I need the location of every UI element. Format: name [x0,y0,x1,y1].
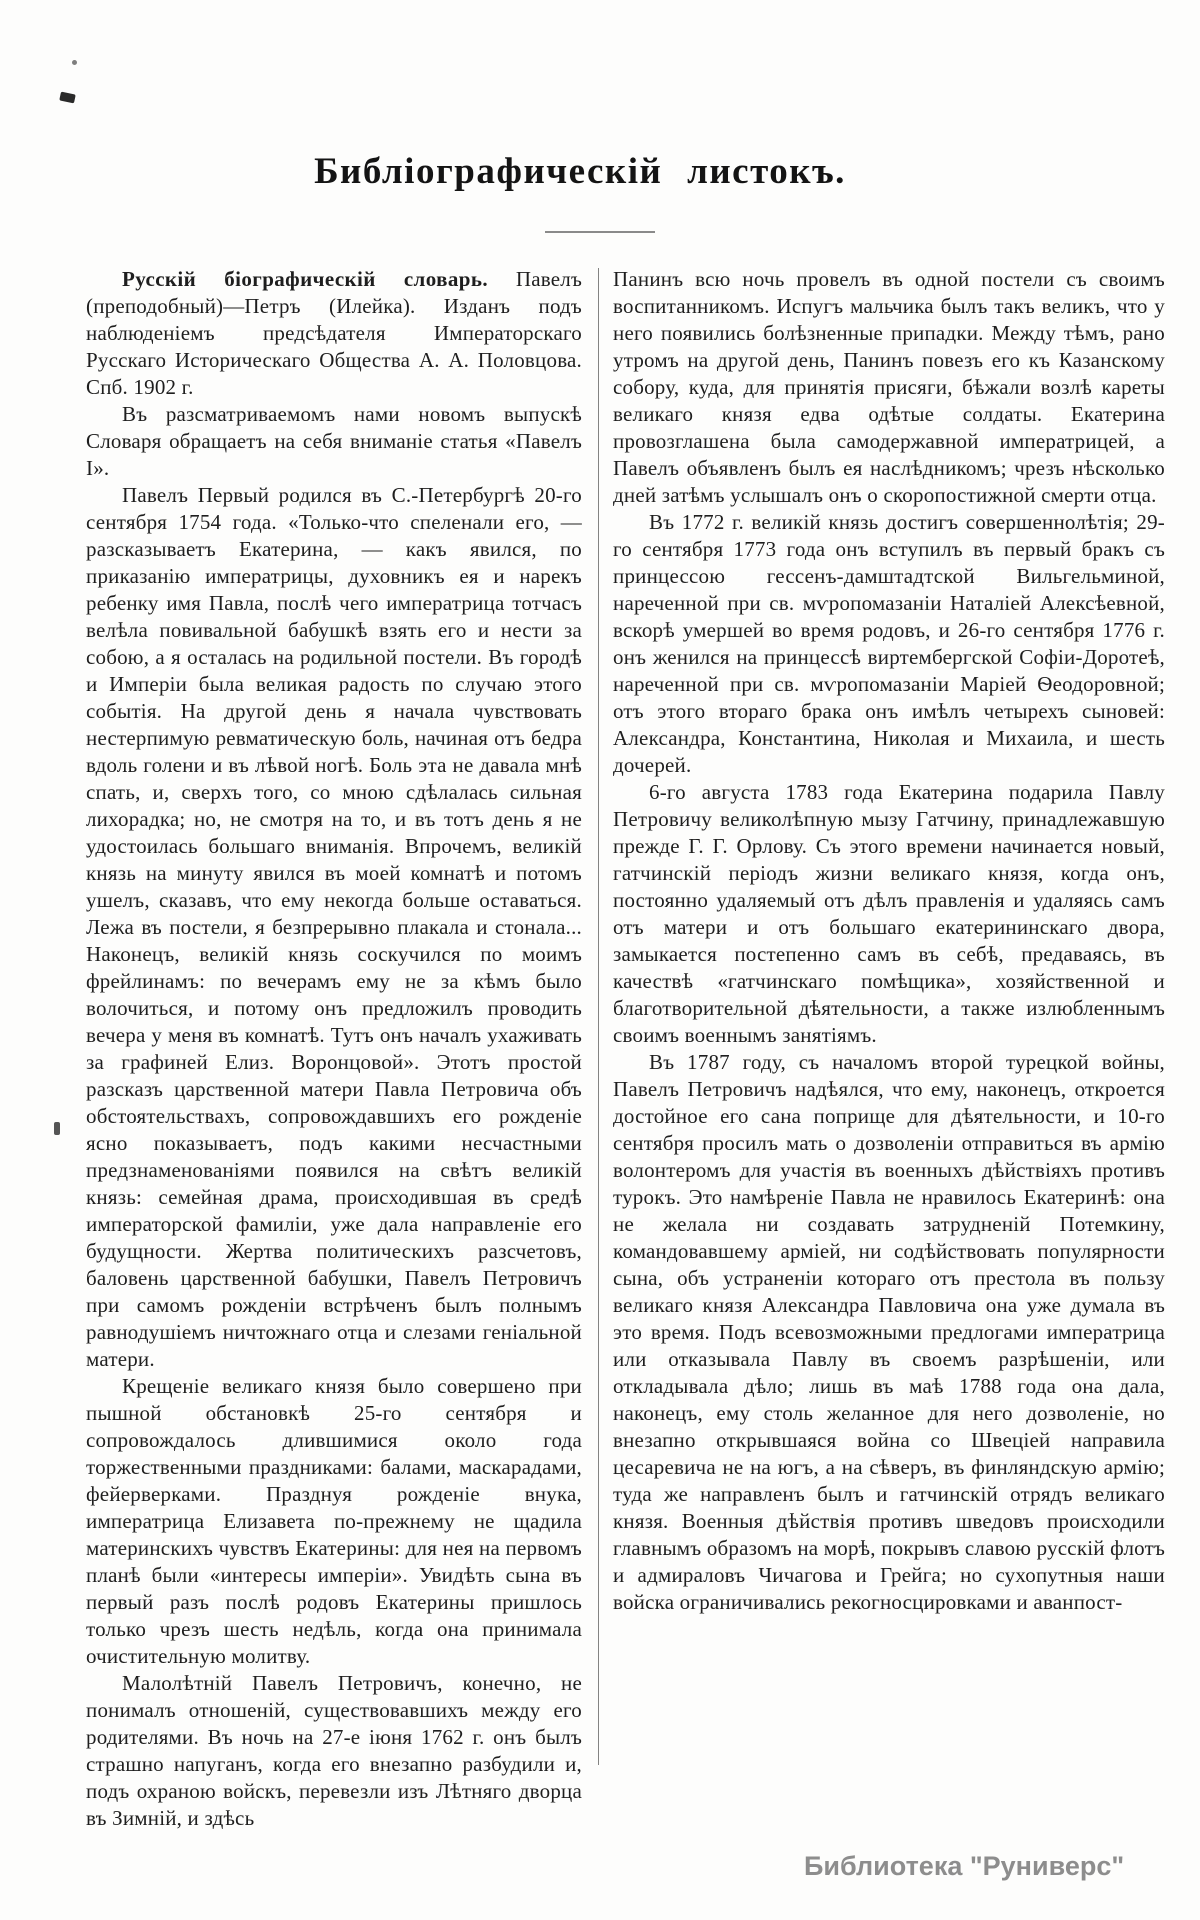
book-title: Русскій біографическій словарь. [122,267,488,291]
scan-artifact-icon [54,1122,60,1135]
lead-paragraph-text: Павелъ (преподобный)—Петръ (Илейка). Изданъ подъ наблюденіемъ предсѣдателя Императорскаго Русскаго Историческаго Общества А. А. Половцова. Спб. 1902 г. [86,267,582,399]
left-column-paragraphs [86,401,582,1832]
paragraph: Малолѣтній Павелъ Петровичъ, конечно, не понималъ отношеній, существовавшихъ между его родителями. Въ ночь на 27-е іюня 1762 г. онъ былъ страшно напуганъ, когда его внезапно разбудили и, подъ охраною войскъ, перевезли изъ Лѣтняго дворца въ Зимній, и здѣсь [86,1671,582,1830]
paragraph: Въ 1772 г. великій князь достигъ совершеннолѣтія; 29-го сентября 1773 года онъ вступилъ въ первый бракъ съ принцессою гессенъ-дамштадтской Вильгельминой, нареченной при св. мѵропомазаніи Наталіей Алексѣевной, вскорѣ умершей во время родовъ, и 26-го сентября 1776 г. онъ женился на принцессѣ виртембергской Софіи-Доротеѣ, нареченной при св. мѵропомазаніи Маріей Ѳеодоровной; отъ этого втораго брака онъ имѣлъ четырехъ сыновей: Александра, Константина, Николая и Михаила, и шесть дочерей. [613,510,1165,777]
page-title: Библіографическій листокъ. [314,151,846,192]
right-column-paragraphs [613,266,1165,1616]
paragraph: 6-го августа 1783 года Екатерина подарила Павлу Петровичу великолѣпную мызу Гатчину, принадлежавшую прежде Г. Г. Орлову. Съ этого времени начинается новый, гатчинскій періодъ жизни великаго князя, когда онъ, постоянно удаляемый отъ дѣлъ правленія и удаляясь самъ отъ матери и отъ большаго екатерининскаго двора, замыкается постепенно самъ въ себѣ, предаваясь, въ качествѣ «гатчинскаго помѣщика», хозяйственной и благотворительной дѣятельности, а также излюбленнымъ своимъ военнымъ занятіямъ. [613,780,1165,1047]
lead-paragraph [86,266,582,401]
paragraph: Панинъ всю ночь провелъ въ одной постели съ своимъ воспитанникомъ. Испугъ мальчика былъ такъ великъ, что у него появились болѣзненные припадки. Между тѣмъ, рано утромъ на другой день, Панинъ повезъ его къ Казанскому собору, куда, для принятія присяги, бѣжали возлѣ кареты великаго князя едва одѣтые солдаты. Екатерина провозглашена была самодержавной императрицей, а Павелъ объявленъ былъ ея наслѣдникомъ; чрезъ нѣсколько дней затѣмъ услышалъ онъ о скоропостижной смерти отца. [613,267,1165,507]
column-divider [598,268,599,1765]
right-column [613,266,1165,1616]
title-divider-rule [545,231,655,233]
scan-artifact-icon [72,60,77,65]
library-watermark: Библиотека "Руниверс" [804,1851,1125,1881]
paragraph: Въ разсматриваемомъ нами новомъ выпускѣ Словаря обращаетъ на себя вниманіе статья «Павелъ I». [86,402,582,480]
paragraph: Павелъ Первый родился въ С.-Петербургѣ 20-го сентября 1754 года. «Только-что спеленали его, — разсказываетъ Екатерина, — какъ явился, по приказанію императрицы, духовникъ ея и нарекъ ребенку имя Павла, послѣ чего императрица тотчасъ велѣла повивальной бабушкѣ взять его и нести за собою, а я осталась на родильной постели. Въ городѣ и Имперіи была великая радость по случаю этого событія. На другой день я начала чувствовать нестерпимую ревматическую боль, начиная отъ бедра вдоль голени и въ лѣвой ногѣ. Боль эта не давала мнѣ спать, и, сверхъ того, со мною сдѣлалась сильная лихорадка; но, не смотря на то, и въ тотъ день я не удостоилась большаго вниманія. Впрочемъ, великій князь на минуту явился въ моей комнатѣ и потомъ ушелъ, сказавъ, что ему некогда больше оставаться. Лежа въ постели, я безпрерывно плакала и стонала... Наконецъ, великій князь соскучился по моимъ фрейлинамъ: по вечерамъ ему не за кѣмъ было волочиться, и потому онъ предложилъ проводить вечера у меня въ комнатѣ. Тутъ онъ началъ ухаживать за графиней Елиз. Воронцовой». Этотъ простой разсказъ царственной матери Павла Петровича объ обстоятельствахъ, сопровождавшихъ его рожденіе ясно показываетъ, подъ какими несчастными предзнаменованіями появился на свѣтъ великій князь: семейная драма, происходившая въ средѣ императорской фамиліи, уже дала направленіе его будущности. Жертва политическихъ разсчетовъ, баловень царственной бабушки, Павелъ Петровичъ при самомъ рожденіи встрѣченъ былъ полнымъ равнодушіемъ ничтожнаго отца и слезами геніальной матери. [86,483,582,1371]
paragraph: Въ 1787 году, съ началомъ второй турецкой войны, Павелъ Петровичъ надѣялся, что ему, наконецъ, откроется достойное его сана поприще для дѣятельности, и 10-го сентября просилъ мать о дозволеніи отправиться въ армію волонтеромъ для участія въ военныхъ дѣйствіяхъ противъ турокъ. Это намѣреніе Павла не нравилось Екатеринѣ: она не желала ни создавать затрудненій Потемкину, командовавшему арміей, ни содѣйствовать популярности сына, объ устраненіи котораго отъ престола въ пользу великаго князя Александра Павловича она уже думала въ это время. Подъ всевозможными предлогами императрица или отказывала Павлу въ своемъ разрѣшеніи, или откладывала дѣло; лишь въ маѣ 1788 года она дала, наконецъ, ему столь желанное для него дозволеніе, но внезапно открывшаяся война со Швеціей направила цесаревича не на югъ, а на сѣверъ, въ финляндскую армію; туда же направленъ былъ и гатчинскій отрядъ великаго князя. Военныя дѣйствія противъ шведовъ происходили главнымъ образомъ на морѣ, покрывъ славою русскій флотъ и адмираловъ Чичагова и Грейга; но сухопутныя наши войска ограничивались рекогносцировками и аванпост- [613,1050,1165,1614]
scan-artifact-icon [59,92,76,104]
left-column [86,266,582,1832]
paragraph: Крещеніе великаго князя было совершено при пышной обстановкѣ 25-го сентября и сопровождалось длившимися около года торжественными праздниками: балами, маскарадами, фейерверками. Празднуя рожденіе внука, императрица Елизавета по-прежнему не щадила материнскихъ чувствъ Екатерины: для нея на первомъ планѣ были «интересы имперіи». Увидѣть сына въ первый разъ послѣ родовъ Екатерины пришлось только чрезъ шесть недѣль, когда она принимала очистительную молитву. [86,1374,582,1668]
